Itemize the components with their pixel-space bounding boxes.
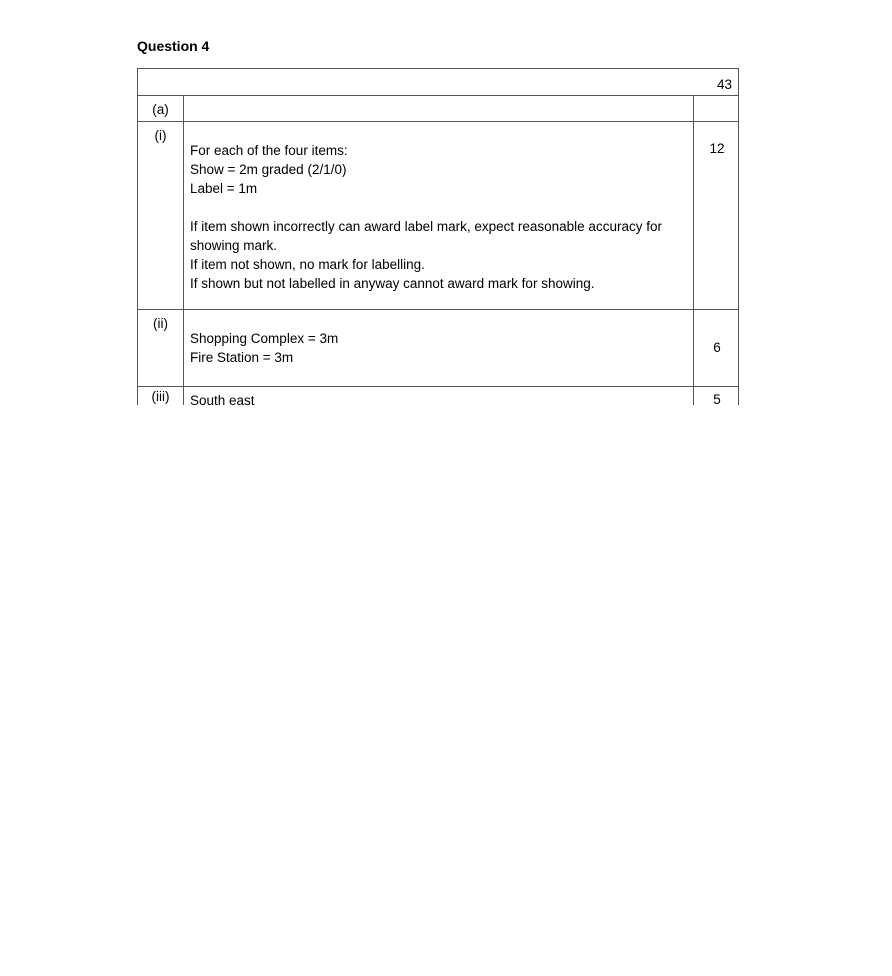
question-title: Question 4	[137, 38, 210, 54]
answer-line: If shown but not labelled in anyway cannot award mark for showing.	[190, 276, 595, 291]
answer-cell	[184, 122, 694, 309]
table-row-a	[137, 95, 739, 121]
answer-cell: South east	[184, 387, 694, 405]
total-marks: 43	[716, 77, 732, 92]
answer-line: Show = 2m graded (2/1/0)	[190, 162, 347, 177]
part-label: (iii)	[138, 387, 184, 405]
answer-line: Fire Station = 3m	[190, 350, 294, 365]
table-row-iii	[137, 386, 739, 408]
answer-line: If item not shown, no mark for labelling.	[190, 257, 425, 272]
marking-scheme-table	[137, 68, 739, 408]
table-row-ii	[137, 309, 739, 386]
answer-line: If item shown incorrectly can award label mark, expect reasonable accuracy for showing mark.	[190, 219, 662, 253]
answer-cell	[184, 96, 694, 121]
answer-cell	[184, 310, 694, 386]
part-label: (a)	[138, 96, 184, 121]
answer-line: For each of the four items:	[190, 143, 348, 158]
marks-cell: 12	[709, 141, 725, 156]
answer-line: Label = 1m	[190, 181, 258, 196]
part-label: (ii)	[138, 310, 184, 386]
table-row-i	[137, 121, 739, 309]
marks-cell: 5	[713, 392, 721, 407]
marks-cell	[694, 96, 740, 121]
marks-cell: 6	[713, 340, 721, 355]
table-header-row	[137, 68, 739, 95]
part-label: (i)	[138, 122, 184, 309]
answer-line: Shopping Complex = 3m	[190, 331, 339, 346]
